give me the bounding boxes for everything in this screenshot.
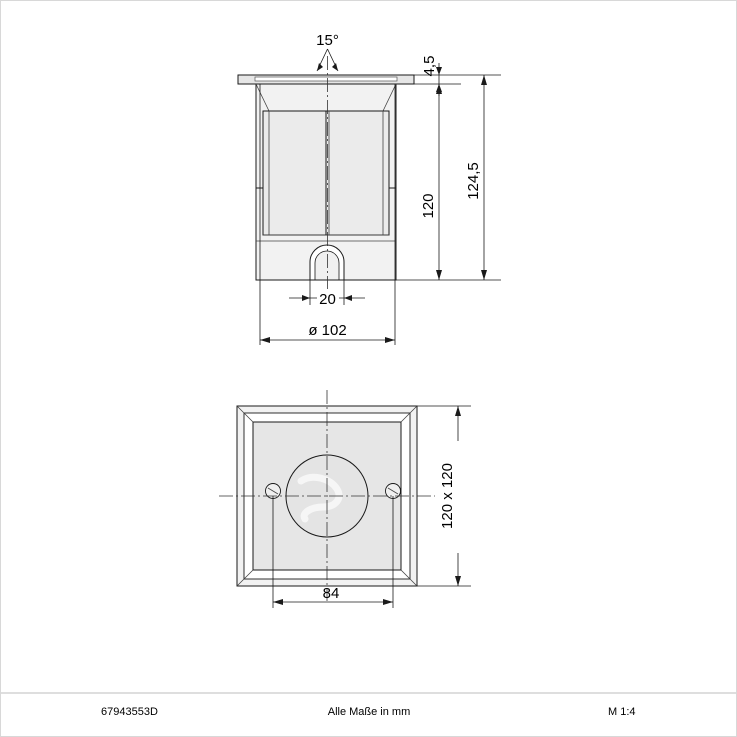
arrow-aperture-right xyxy=(383,599,393,605)
units-note: Alle Maße in mm xyxy=(327,706,411,718)
arrow-aperture-left xyxy=(273,599,283,605)
angle-arrow-left xyxy=(317,63,323,71)
arrow-cable-left xyxy=(302,295,310,301)
scale-label: M 1:4 xyxy=(608,706,636,718)
arrow-total-bottom xyxy=(481,270,487,280)
label-plate-size: 120 x 120 xyxy=(439,463,456,529)
cable-entry-inner xyxy=(315,251,339,280)
arrow-cable-right xyxy=(344,295,352,301)
arrow-plate-top xyxy=(455,406,461,416)
dim-cable-entry-width xyxy=(289,280,365,308)
label-aperture-diameter: 84 xyxy=(322,585,340,602)
arrow-body-bottom xyxy=(436,270,442,280)
top-view xyxy=(219,390,471,608)
arrow-plate-bottom xyxy=(455,576,461,586)
arrow-flange-left xyxy=(260,337,270,343)
label-cable-entry-width: 20 xyxy=(319,291,336,308)
label-total-height: 124,5 xyxy=(465,162,482,200)
dim-total-height xyxy=(465,75,487,280)
front-elevation-view xyxy=(238,32,501,345)
label-flange-height: 4,5 xyxy=(421,55,438,77)
technical-drawing xyxy=(1,1,737,737)
arrow-body-top xyxy=(436,84,442,94)
footer xyxy=(1,693,737,718)
arrow-total-top xyxy=(481,75,487,85)
angle-arrow-right xyxy=(332,63,338,71)
flange-inner-band xyxy=(255,77,397,81)
angle-label: 15° xyxy=(316,32,339,49)
arrow-flange-right xyxy=(385,337,395,343)
label-body-height: 120 xyxy=(420,193,437,219)
label-flange-diameter: ø 102 xyxy=(308,322,347,339)
dim-body-height xyxy=(420,84,442,280)
article-number: 67943553D xyxy=(101,706,158,718)
